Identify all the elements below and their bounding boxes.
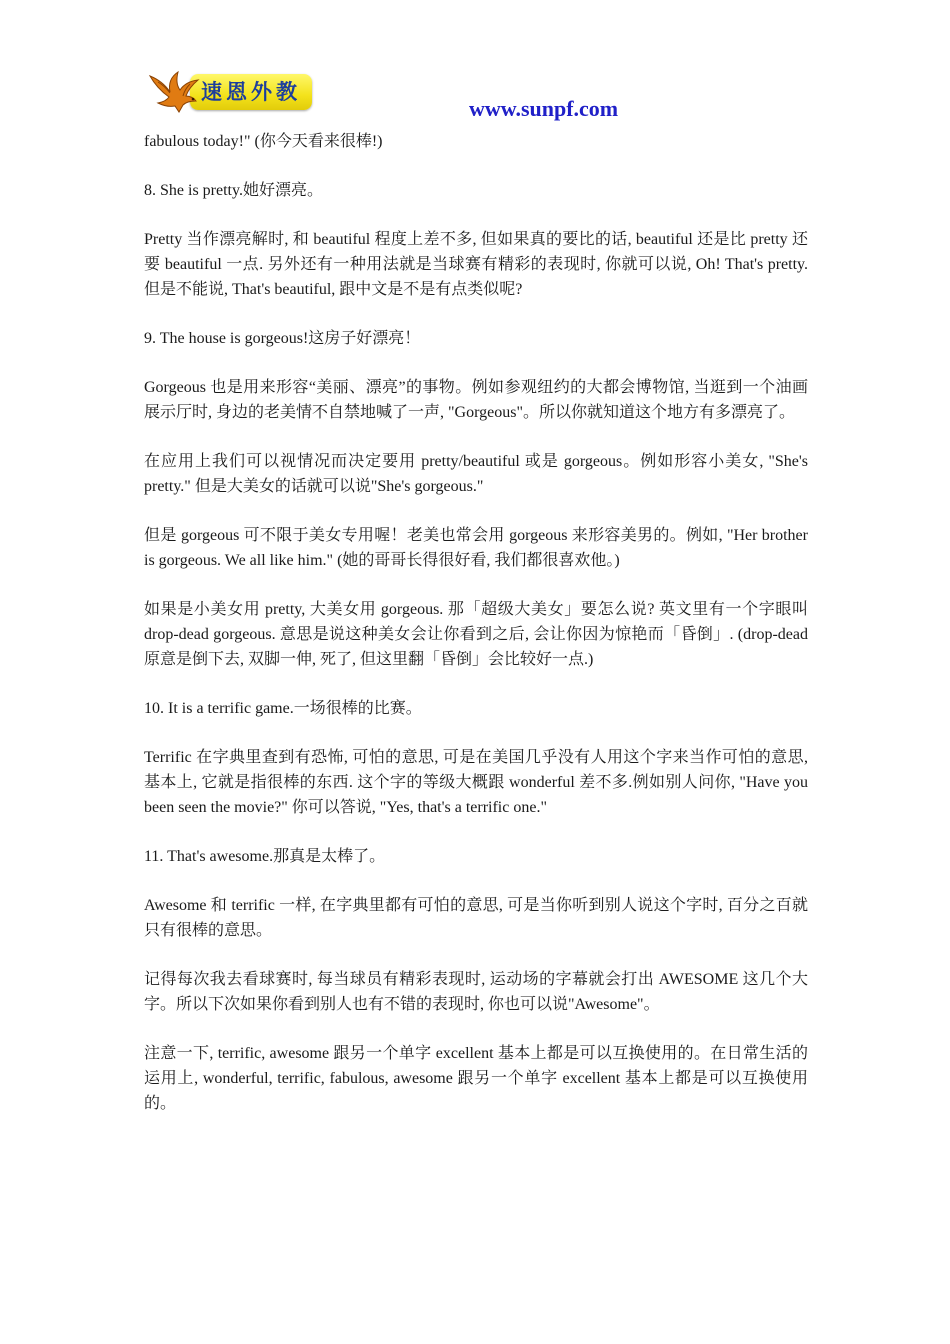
heading-pretty: 8. She is pretty.她好漂亮。 — [144, 182, 323, 199]
paragraph-terrific: Terrific 在字典里查到有恐怖, 可怕的意思, 可是在美国几乎没有人用这个字来当作可怕的意思, 基本上, 它就是指很棒的东西. 这个字的等级大概跟 wonderful 差不多.例如别人问你, "Have you been seen the movie?" 你可以答说, "Yes, that's a terrific one." — [144, 749, 808, 816]
heading-terrific: 10. It is a terrific game.一场很棒的比赛。 — [144, 700, 422, 717]
heading-awesome: 11. That's awesome.那真是太棒了。 — [144, 848, 386, 865]
eagle-icon — [146, 70, 202, 114]
heading-gorgeous: 9. The house is gorgeous!这房子好漂亮！ — [144, 330, 421, 347]
paragraph-awesome-2: 记得每次我去看球赛时, 每当球员有精彩表现时, 运动场的字幕就会打出 AWESOME 这几个大字。所以下次如果你看到别人也有不错的表现时, 你也可以说"Awesome"。 — [144, 971, 808, 1013]
logo-text: 速恩外教 — [201, 80, 301, 104]
paragraph-awesome-1: Awesome 和 terrific 一样, 在字典里都有可怕的意思, 可是当你听到别人说这个字时, 百分之百就只有很棒的意思。 — [144, 897, 808, 939]
sunpf-logo[interactable] — [146, 70, 314, 114]
paragraph-drop-dead: 如果是小美女用 pretty, 大美女用 gorgeous. 那「超级大美女」要怎么说? 英文里有一个字眼叫 drop-dead gorgeous. 意思是说这种美女会让你看到之后, 会让你因为惊艳而「昏倒」. (drop-dead 原意是倒下去, 双脚一伸, 死了, 但这里翻「昏倒」会比较好一点.) — [144, 601, 808, 668]
paragraph-summary: 注意一下, terrific, awesome 跟另一个单字 excellent 基本上都是可以互换使用的。在日常生活的运用上, wonderful, terrific, fabulous, awesome 跟另一个单字 excellent 基本上都是可以互换使用的。 — [144, 1045, 808, 1112]
page-header — [0, 0, 950, 130]
paragraph-gorgeous-3: 但是 gorgeous 可不限于美女专用喔！老美也常会用 gorgeous 来形容美男的。例如, "Her brother is gorgeous. We all like him." (她的哥哥长得很好看, 我们都很喜欢他。) — [144, 527, 808, 569]
site-url-link[interactable]: www.sunpf.com — [469, 96, 619, 121]
paragraph-pretty: Pretty 当作漂亮解时, 和 beautiful 程度上差不多, 但如果真的要比的话, beautiful 还是比 pretty 还要 beautiful 一点. 另外还有一种用法就是当球赛有精彩的表现时, 你就可以说, Oh! That's pretty. 但是不能说, That's beautiful, 跟中文是不是有点类似呢? — [144, 231, 808, 298]
paragraph-gorgeous-2: 在应用上我们可以视情况而决定要用 pretty/beautiful 或是 gorgeous。例如形容小美女, "She's pretty." 但是大美女的话就可以说"She's gorgeous." — [144, 453, 808, 495]
article-body — [144, 129, 808, 1140]
paragraph-gorgeous-1: Gorgeous 也是用来形容“美丽、漂亮”的事物。例如参观纽约的大都会博物馆, 当逛到一个油画展示厅时, 身边的老美情不自禁地喊了一声, "Gorgeous"。所以你就知道这个地方有多漂亮了。 — [144, 379, 808, 421]
paragraph-continuation: fabulous today!" (你今天看来很棒!) — [144, 133, 383, 150]
logo-badge — [190, 74, 312, 110]
